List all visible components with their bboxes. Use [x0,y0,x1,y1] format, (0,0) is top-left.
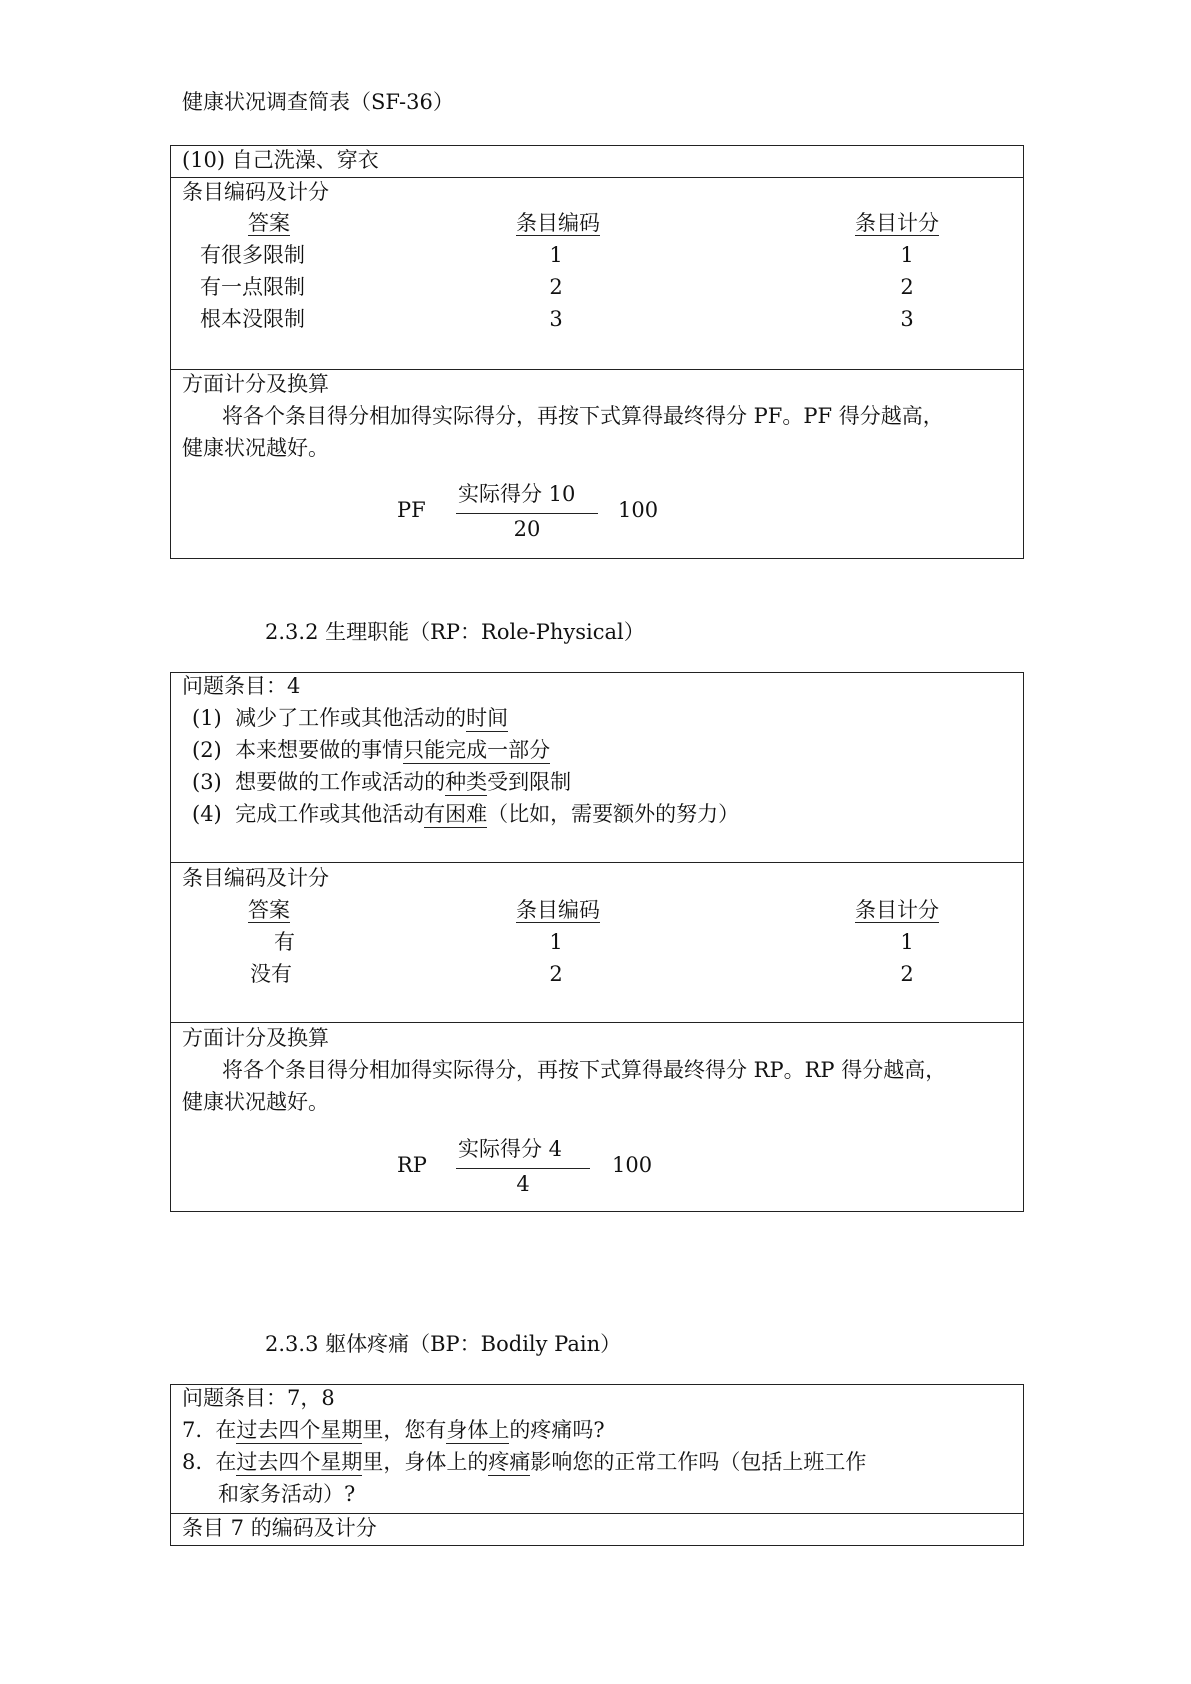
pf-table [170,145,1024,559]
pf-calc-header: 方面计分及换算 [182,372,329,396]
pf-calc-text: 将各个条目得分相加得实际得分，再按下式算得最终得分 PF。PF 得分越高， [222,404,944,428]
pf-row-score: 2 [900,275,914,299]
rp-row-score: 2 [900,962,914,986]
rp-row-code: 2 [549,962,563,986]
rp-calc-header: 方面计分及换算 [182,1026,329,1050]
rp-coding-header: 条目编码及计分 [182,866,329,890]
rp-question: (4) 完成工作或其他活动有困难（比如，需要额外的努力） [192,802,740,826]
pf-row-code: 2 [549,275,563,299]
rp-calc-text-cont: 健康状况越好。 [182,1090,329,1114]
bp-coding-header: 条目 7 的编码及计分 [182,1516,377,1540]
pf-col-code: 条目编码 [516,211,600,235]
rp-col-answer: 答案 [248,898,290,922]
rp-row-answer: 没有 [250,962,292,986]
pf-col-answer: 答案 [248,211,290,235]
pf-formula-denominator: 20 [513,517,541,541]
pf-formula-numerator: 实际得分 10 [458,482,576,506]
rp-row-score: 1 [900,930,914,954]
rp-question-header: 问题条目：4 [182,674,301,698]
rp-formula-numerator: 实际得分 4 [458,1137,563,1161]
pf-formula-multiplier: 100 [618,498,659,522]
pf-formula-lhs: PF [397,498,426,522]
rp-col-score: 条目计分 [855,898,939,922]
rp-question: (3) 想要做的工作或活动的种类受到限制 [192,770,572,794]
bp-question-8: 8. 在过去四个星期里，身体上的疼痛影响您的正常工作吗（包括上班工作 [182,1450,867,1474]
pf-row-answer: 有一点限制 [200,275,305,299]
divider [170,369,1024,370]
pf-row-score: 3 [900,307,914,331]
rp-question: (1) 减少了工作或其他活动的时间 [192,706,509,730]
rp-formula-denominator: 4 [516,1172,530,1196]
divider [170,862,1024,863]
pf-row-score: 1 [900,243,914,267]
pf-calc-text-cont: 健康状况越好。 [182,436,329,460]
rp-row-answer: 有 [274,930,295,954]
pf-fraction-bar [456,513,598,514]
pf-row-code: 3 [549,307,563,331]
rp-fraction-bar [456,1168,590,1169]
divider [170,177,1024,178]
divider [170,1513,1024,1514]
pf-row-answer: 根本没限制 [200,307,305,331]
rp-formula-multiplier: 100 [612,1153,653,1177]
rp-formula-lhs: RP [397,1153,427,1177]
pf-col-score: 条目计分 [855,211,939,235]
pf-coding-header: 条目编码及计分 [182,180,329,204]
pf-row-answer: 有很多限制 [200,243,305,267]
rp-calc-text: 将各个条目得分相加得实际得分，再按下式算得最终得分 RP。RP 得分越高， [222,1058,947,1082]
rp-col-code: 条目编码 [516,898,600,922]
rp-heading: 2.3.2 生理职能（RP：Role-Physical） [265,620,645,644]
rp-row-code: 1 [549,930,563,954]
page-title: 健康状况调查简表（SF-36） [182,90,454,114]
bp-question-7: 7. 在过去四个星期里，您有身体上的疼痛吗? [182,1418,605,1442]
bp-question-header: 问题条目：7，8 [182,1386,335,1410]
rp-question: (2) 本来想要做的事情只能完成一部分 [192,738,551,762]
bp-heading: 2.3.3 躯体疼痛（BP：Bodily Pain） [265,1332,622,1356]
pf-row-code: 1 [549,243,563,267]
bp-question-8-cont: 和家务活动）? [218,1482,356,1506]
pf-item-title: (10) 自己洗澡、穿衣 [182,148,379,172]
divider [170,1022,1024,1023]
